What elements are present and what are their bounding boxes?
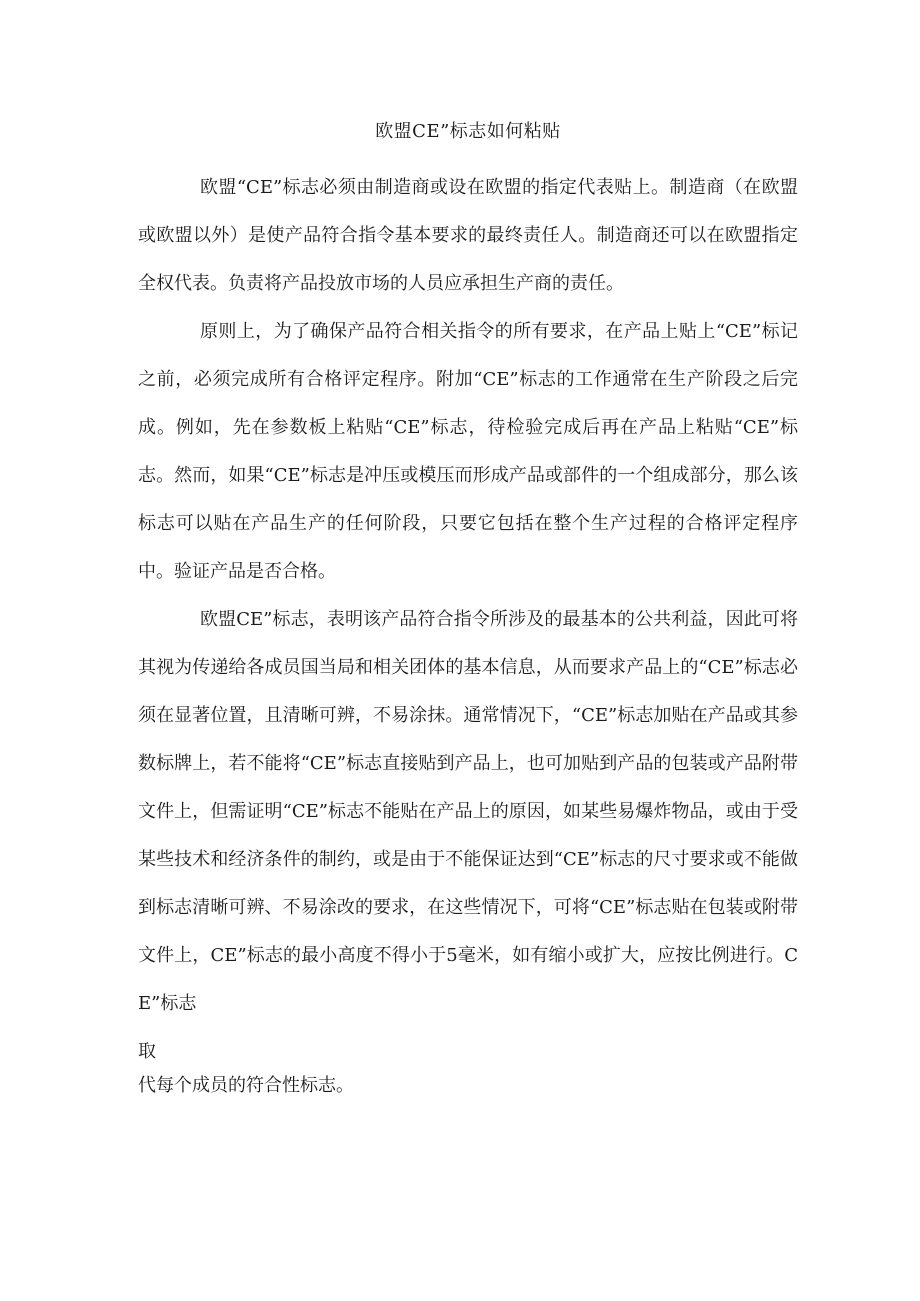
paragraph-2: 原则上，为了确保产品符合相关指令的所有要求，在产品上贴上“CE”标记之前，必须完成所有合格评定程序。附加“CE”标志的工作通常在生产阶段之后完成。例如，先在参数板上粘贴“CE”标志，待检验完成后再在产品上粘贴“CE”标志。然而，如果“CE”标志是冲压或模压而形成产品或部件的一个组成部分，那么该标志可以贴在产品生产的任何阶段，只要它包括在整个生产过程的合格评定程序中。验证产品是否合格。 <box>138 321 798 582</box>
document-title: 欧盟CE”标志如何粘贴 <box>375 121 561 142</box>
paragraph-3-continued-line-2: 代每个成员的符合性标志。 <box>138 1075 354 1096</box>
paragraph-1: 欧盟“CE”标志必须由制造商或设在欧盟的指定代表贴上。制造商（在欧盟或欧盟以外）是使产品符合指令基本要求的最终责任人。制造商还可以在欧盟指定全权代表。负责将产品投放市场的人员应承担生产商的责任。 <box>138 177 798 294</box>
paragraph-3: 欧盟CE”标志，表明该产品符合指令所涉及的最基本的公共利益，因此可将其视为传递给各成员国当局和相关团体的基本信息，从而要求产品上的“CE”标志必须在显著位置，且清晰可辨，不易涂抹。通常情况下，“CE”标志加贴在产品或其参数标牌上，若不能将“CE”标志直接贴到产品上，也可加贴到产品的包装或产品附带文件上，但需证明“CE”标志不能贴在产品上的原因，如某些易爆炸物品，或由于受某些技术和经济条件的制约，或是由于不能保证达到“CE”标志的尺寸要求或不能做到标志清晰可辨、不易涂改的要求，在这些情况下，可将“CE”标志贴在包装或附带文件上，CE”标志的最小高度不得小于5毫米，如有缩小或扩大，应按比例进行。CE”标志 <box>138 609 798 1014</box>
document-body <box>138 112 798 1096</box>
paragraph-3-continued-line-1: 取 <box>138 1041 156 1062</box>
